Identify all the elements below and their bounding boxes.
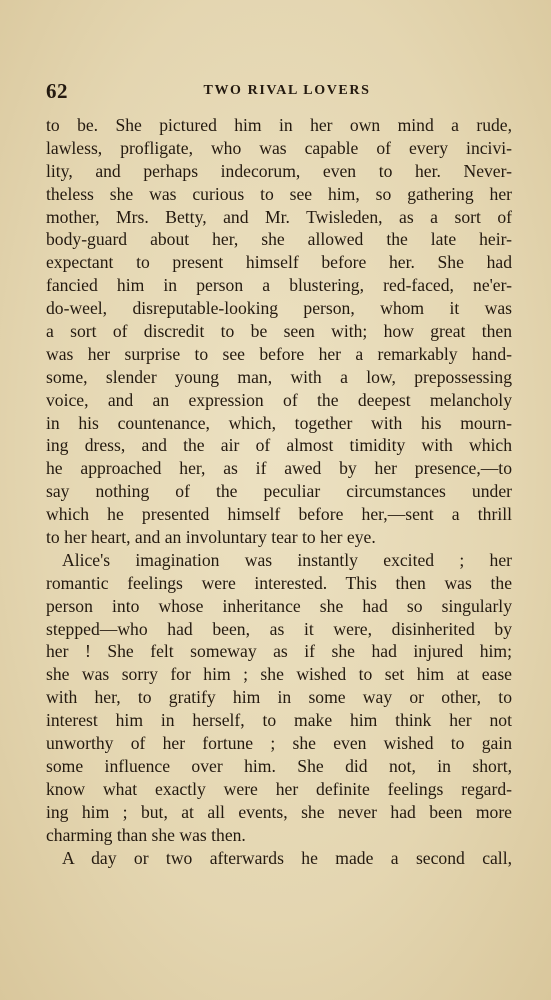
text-line: theless she was curious to see him, so gathering her [46,183,512,204]
text-line: interest him in herself, to make him think her not [46,710,512,731]
text-line: lawless, profligate, who was capable of every incivi- [46,137,512,158]
text-line: ing dress, and the air of almost timidity with which [46,435,512,456]
text-line: unworthy of her fortune ; she even wished to gain [46,733,512,754]
text-line: ing him ; but, at all events, she never had been more [46,801,512,822]
text-line: her ! She felt someway as if she had injured him; [46,641,512,662]
text-line: romantic feelings were interested. This then was the [46,572,512,593]
text-line: Alice's imagination was instantly excited ; her [62,549,512,570]
text-line: in his countenance, which, together with his mourn- [46,412,512,433]
text-line: some, slender young man, with a low, prepossessing [46,366,512,387]
page-header [46,79,508,105]
text-line: voice, and an expression of the deepest melancholy [46,389,512,410]
text-line: with her, to gratify him in some way or other, to [46,687,512,708]
text-line: he approached her, as if awed by her presence,—to [46,458,512,479]
text-line: stepped—who had been, as it were, disinherited by [46,618,512,639]
text-line: to be. She pictured him in her own mind a rude, [46,115,512,135]
text-line: was her surprise to see before her a remarkably hand- [46,343,512,364]
text-line: expectant to present himself before her. She had [46,252,512,273]
text-line: do-weel, disreputable-looking person, whom it was [46,298,512,319]
text-line: fancied him in person a blustering, red-faced, ne'er- [46,275,512,296]
text-line: person into whose inheritance she had so singularly [46,595,512,616]
text-line: A day or two afterwards he made a second call, [62,847,512,868]
text-line: which he presented himself before her,—sent a thrill [46,504,512,525]
text-line: to her heart, and an involuntary tear to her eye. [46,527,376,548]
text-line: she was sorry for him ; she wished to set him at ease [46,664,512,685]
text-line: some influence over him. She did not, in short, [46,755,512,776]
text-line: know what exactly were her definite feelings regard- [46,778,512,799]
text-line: lity, and perhaps indecorum, even to her. Never- [46,160,512,181]
running-title: TWO RIVAL LOVERS [203,83,371,98]
text-line: body-guard about her, she allowed the late heir- [46,229,512,250]
text-line: a sort of discredit to be seen with; how great then [46,321,512,342]
text-line: mother, Mrs. Betty, and Mr. Twisleden, as a sort of [46,206,512,227]
text-line: charming than she was then. [46,824,246,845]
body-text [46,114,512,869]
text-line: say nothing of the peculiar circumstances under [46,481,512,502]
page-number: 62 [46,79,68,103]
